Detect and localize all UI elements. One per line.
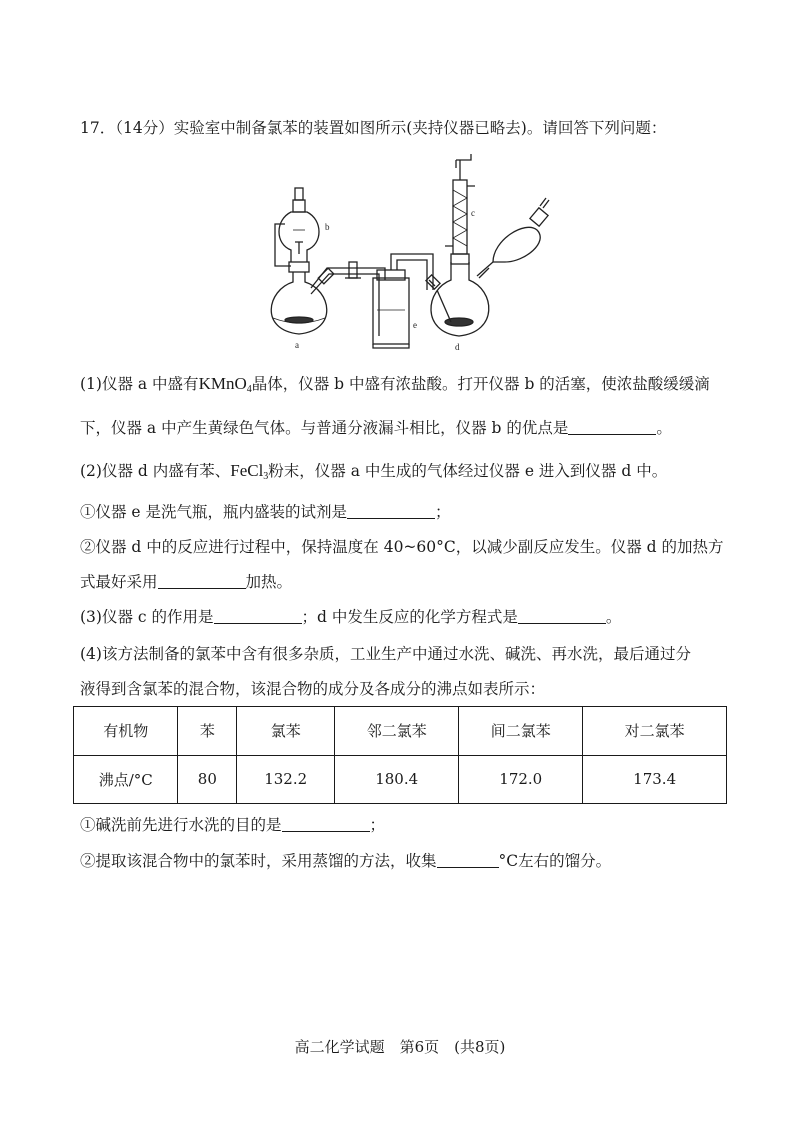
table-cell: 180.4	[335, 755, 459, 804]
answer-blank-6[interactable]	[282, 816, 370, 832]
table-cell: 172.0	[459, 755, 583, 804]
text: (3)仪器 c 的作用是	[80, 608, 214, 626]
part2-line1	[80, 461, 667, 487]
label-a: a	[295, 340, 299, 350]
flask-a-outline	[271, 272, 327, 334]
table-cell: 邻二氯苯	[335, 707, 459, 756]
text: (4)该方法制备的氯苯中含有很多杂质，工业生产中通过水洗、碱洗、再水洗，最后通过分	[80, 645, 691, 663]
answer-blank-4[interactable]	[214, 608, 302, 624]
formula-text: KMnO	[198, 374, 247, 393]
formula-sub: 3	[263, 471, 269, 482]
formula-fecl3	[230, 461, 268, 480]
text: ①仪器 e 是洗气瓶，瓶内盛装的试剂是	[80, 503, 348, 521]
question-header	[80, 118, 666, 138]
table-cell: 苯	[178, 707, 237, 756]
answer-blank-3[interactable]	[158, 573, 246, 589]
part4-line2	[80, 679, 545, 699]
text: 晶体，仪器 b 中盛有浓盐酸。打开仪器 b 的活塞，使浓盐酸缓缓滴	[251, 375, 710, 393]
part2-sub2-line2	[80, 572, 292, 592]
boiling-point-table	[73, 706, 727, 804]
text: (1)仪器 a 中盛有	[80, 375, 199, 393]
text: 。	[656, 419, 672, 437]
label-b: b	[325, 222, 330, 232]
funnel-b-outline	[279, 212, 319, 262]
part3-line	[80, 607, 621, 627]
answer-blank-1[interactable]	[568, 419, 656, 435]
text: 下，仪器 a 中产生黄绿色气体。与普通分液漏斗相比，仪器 b 的优点是	[80, 419, 569, 437]
part1-line2	[80, 418, 672, 438]
table-cell: 沸点/°C	[74, 755, 178, 804]
text: ；d 中发生反应的化学方程式是	[301, 608, 518, 626]
table-cell: 80	[178, 755, 237, 804]
table-cell: 173.4	[583, 755, 727, 804]
part1-line1	[80, 374, 710, 400]
question-intro: 实验室中制备氯苯的装置如图所示(夹持仪器已略去)。请回答下列问题：	[173, 119, 667, 137]
table-cell: 氯苯	[237, 707, 335, 756]
table-cell: 132.2	[237, 755, 335, 804]
apparatus-diagram	[255, 150, 575, 355]
formula-text: FeCl	[230, 461, 264, 480]
label-e: e	[413, 320, 417, 330]
question-score: （14分）	[115, 119, 174, 137]
question-number: 17．	[80, 119, 116, 137]
table-cell: 有机物	[74, 707, 178, 756]
text: 加热。	[245, 573, 293, 591]
text: °C左右的馏分。	[498, 852, 612, 870]
part4-sub1	[80, 815, 385, 835]
part4-sub2	[80, 851, 611, 871]
table-row	[74, 755, 727, 804]
text: 粉末，仪器 a 中生成的气体经过仪器 e 进入到仪器 d 中。	[268, 462, 668, 480]
answer-blank-2[interactable]	[347, 503, 435, 519]
label-c: c	[471, 208, 475, 218]
table-cell: 间二氯苯	[459, 707, 583, 756]
answer-blank-5[interactable]	[518, 608, 606, 624]
part4-line1	[80, 644, 691, 664]
text: ①碱洗前先进行水洗的目的是	[80, 816, 282, 834]
text: (2)仪器 d 内盛有苯、	[80, 462, 231, 480]
text: ；	[369, 816, 386, 834]
part2-sub2-line1	[80, 537, 724, 557]
answer-blank-7[interactable]	[437, 852, 499, 868]
text: ；	[435, 503, 451, 521]
table-cell: 对二氯苯	[583, 707, 727, 756]
label-d: d	[455, 342, 460, 352]
part2-sub1	[80, 502, 451, 522]
table-header-row	[74, 707, 727, 756]
page-footer: 高二化学试题 第6页 (共8页)	[294, 1038, 506, 1056]
text: 液得到含氯苯的混合物，该混合物的成分及各成分的沸点如表所示：	[80, 680, 546, 698]
text: 。	[605, 608, 622, 626]
text: ②提取该混合物中的氯苯时，采用蒸馏的方法，收集	[80, 852, 437, 870]
formula-sub: 4	[246, 384, 252, 395]
text: 式最好采用	[80, 573, 158, 591]
text: ②仪器 d 中的反应进行过程中，保持温度在 40~60°C，以减少副反应发生。仪器 d 的加热方	[80, 538, 724, 556]
formula-kmno4	[199, 374, 252, 393]
